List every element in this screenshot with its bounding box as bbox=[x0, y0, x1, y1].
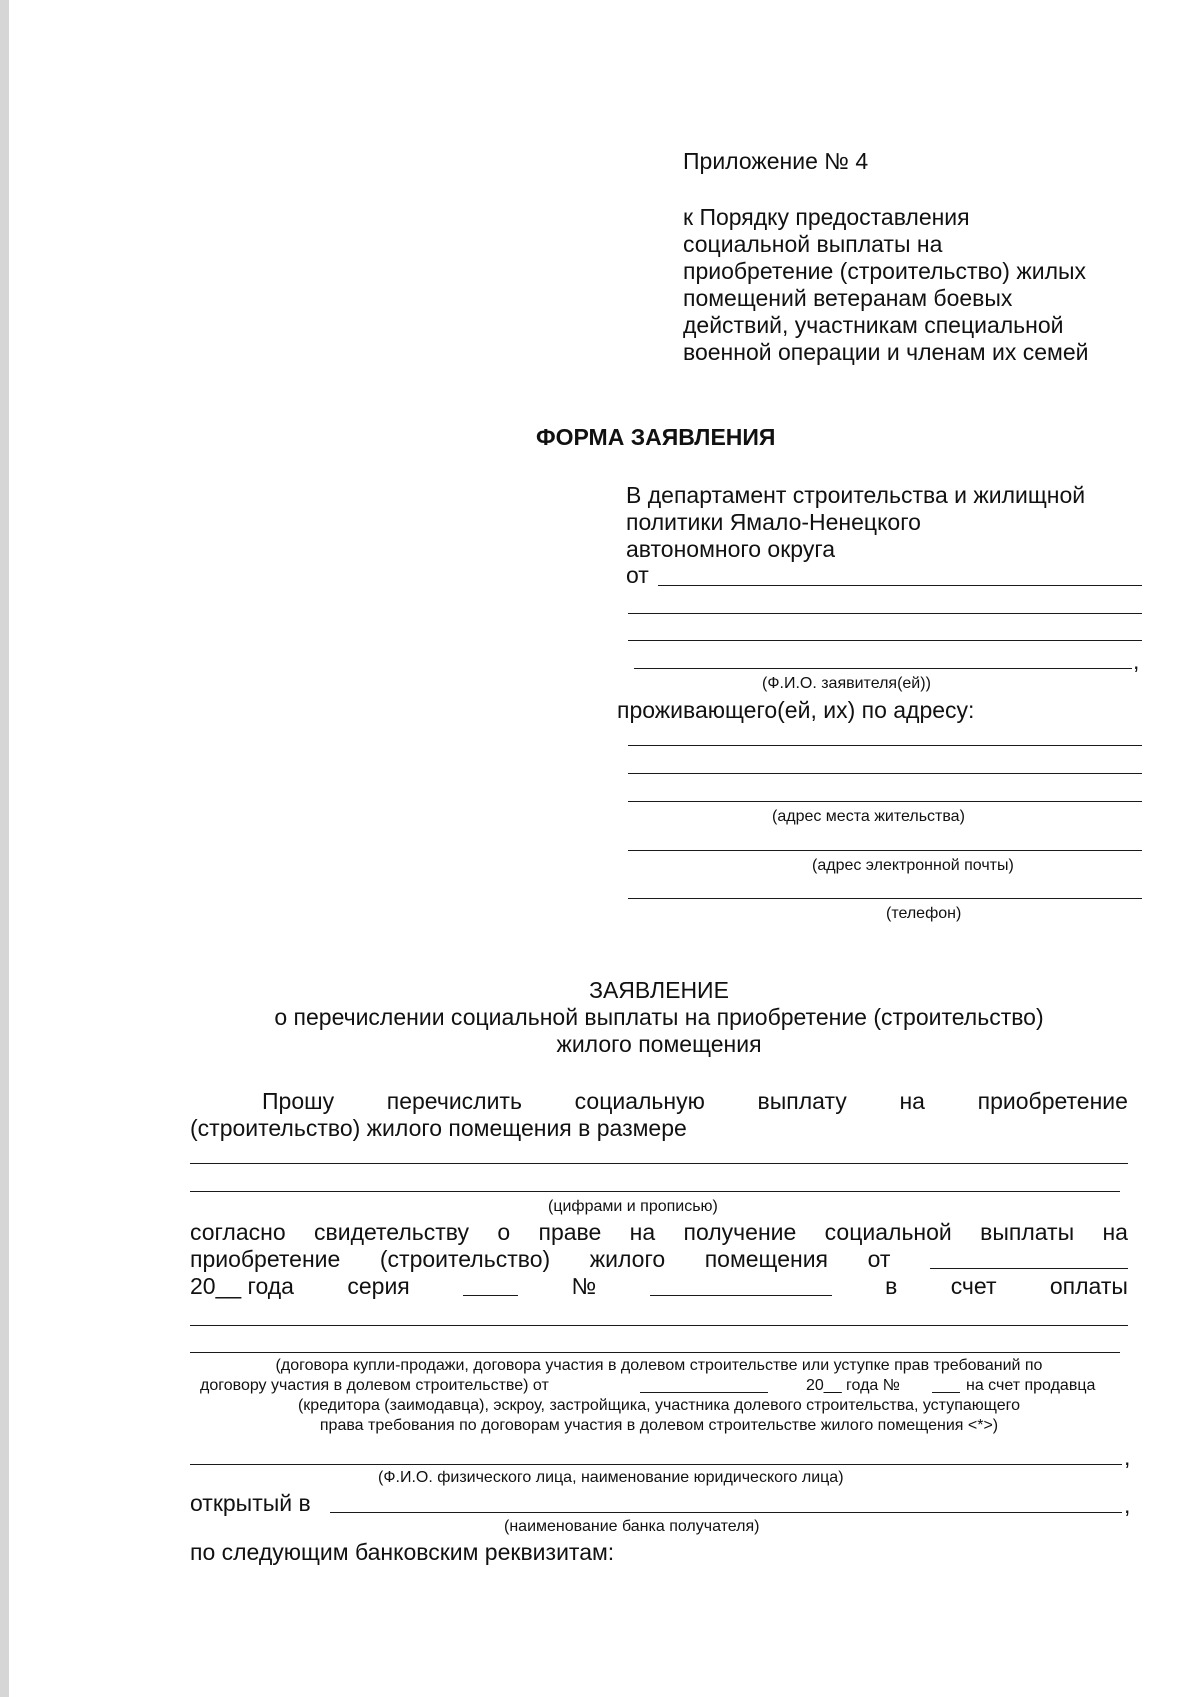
name-caption: (Ф.И.О. заявителя(ей)) bbox=[762, 675, 931, 692]
addressee-line-3: автономного округа bbox=[626, 536, 835, 562]
recipient-comma: , bbox=[1124, 1444, 1131, 1470]
request-word: социальную bbox=[574, 1088, 705, 1114]
contract-caption-2a: договору участия в долевом строительстве) от bbox=[200, 1377, 549, 1394]
certificate-word: на bbox=[629, 1219, 656, 1245]
certificate-word: праве bbox=[538, 1219, 602, 1245]
contract-caption-4: права требования по договорам участия в долевом строительстве жилого помещения <*>) bbox=[319, 1417, 999, 1434]
payment-purpose-line-1[interactable] bbox=[190, 1325, 1128, 1326]
certificate-word: приобретение bbox=[190, 1246, 341, 1272]
certificate-line-3 bbox=[190, 1273, 1128, 1300]
request-word: перечислить bbox=[386, 1088, 522, 1114]
from-label: от bbox=[626, 562, 649, 588]
residing-label: проживающего(ей, их) по адресу: bbox=[617, 697, 975, 723]
address-line-2[interactable] bbox=[628, 773, 1142, 774]
appendix-line-1: к Порядку предоставления bbox=[683, 204, 970, 230]
certificate-number-label: № bbox=[571, 1273, 597, 1299]
request-word: на bbox=[899, 1088, 925, 1114]
certificate-word: выплаты bbox=[980, 1219, 1075, 1245]
into-word: в bbox=[885, 1273, 898, 1299]
request-word: Прошу bbox=[262, 1088, 335, 1114]
appendix-line-4: помещений ветеранам боевых bbox=[683, 285, 1013, 311]
address-line-3[interactable] bbox=[628, 801, 1142, 802]
appendix-number: Приложение № 4 bbox=[683, 148, 869, 174]
applicant-name-line-3[interactable] bbox=[628, 640, 1142, 641]
payment-word: оплаты bbox=[1049, 1273, 1128, 1299]
certificate-line-2 bbox=[190, 1246, 1128, 1273]
address-line-1[interactable] bbox=[628, 745, 1142, 746]
appendix-line-5: действий, участникам специальной bbox=[683, 312, 1064, 338]
form-title: ФОРМА ЗАЯВЛЕНИЯ bbox=[536, 424, 776, 450]
appendix-line-6: военной операции и членам их семей bbox=[683, 339, 1089, 365]
certificate-number-blank[interactable] bbox=[650, 1273, 832, 1296]
certificate-word: от bbox=[867, 1246, 891, 1272]
bank-comma: , bbox=[1124, 1492, 1131, 1518]
applicant-name-line-4[interactable] bbox=[634, 668, 1132, 669]
contract-caption-2b: 20__ года № bbox=[806, 1377, 900, 1394]
phone-line[interactable] bbox=[628, 898, 1142, 899]
bank-caption: (наименование банка получателя) bbox=[504, 1518, 760, 1535]
request-word: выплату bbox=[757, 1088, 847, 1114]
certificate-word: социальной bbox=[824, 1219, 952, 1245]
bank-name-line[interactable] bbox=[330, 1512, 1122, 1513]
payment-purpose-line-2[interactable] bbox=[190, 1352, 1120, 1353]
requisites-label: по следующим банковским реквизитам: bbox=[190, 1539, 615, 1565]
certificate-word: (строительство) bbox=[379, 1246, 551, 1272]
amount-line-2[interactable] bbox=[190, 1191, 1120, 1192]
certificate-series-label: серия bbox=[347, 1273, 410, 1299]
certificate-date-blank[interactable] bbox=[930, 1246, 1128, 1269]
name-comma: , bbox=[1133, 648, 1140, 674]
page-edge bbox=[0, 0, 9, 1697]
contract-number-blank[interactable] bbox=[932, 1392, 960, 1393]
certificate-word: помещения bbox=[704, 1246, 829, 1272]
request-line-2: (строительство) жилого помещения в размере bbox=[190, 1115, 687, 1141]
statement-title: ЗАЯВЛЕНИЕ bbox=[589, 977, 729, 1003]
appendix-line-2: социальной выплаты на bbox=[683, 231, 943, 257]
certificate-word: жилого bbox=[589, 1246, 666, 1272]
address-caption: (адрес места жительства) bbox=[772, 808, 965, 825]
contract-caption-3: (кредитора (заимодавца), эскроу, застройщика, участника долевого строительства, уступающего bbox=[297, 1397, 1021, 1414]
amount-line-1[interactable] bbox=[190, 1163, 1128, 1164]
statement-subtitle-2: жилого помещения bbox=[556, 1031, 762, 1057]
request-line-1 bbox=[262, 1088, 1128, 1115]
account-word: счет bbox=[950, 1273, 997, 1299]
addressee-line-2: политики Ямало-Ненецкого bbox=[626, 509, 921, 535]
appendix-line-3: приобретение (строительство) жилых bbox=[683, 258, 1087, 284]
email-caption: (адрес электронной почты) bbox=[812, 857, 1014, 874]
applicant-name-line-1[interactable] bbox=[658, 585, 1142, 586]
person-caption: (Ф.И.О. физического лица, наименование юридического лица) bbox=[378, 1469, 844, 1486]
certificate-word: получение bbox=[683, 1219, 797, 1245]
certificate-series-blank[interactable] bbox=[463, 1273, 518, 1296]
certificate-word: согласно bbox=[190, 1219, 286, 1245]
certificate-line-1 bbox=[190, 1219, 1128, 1246]
certificate-word: о bbox=[497, 1219, 511, 1245]
statement-subtitle-1: о перечислении социальной выплаты на приобретение (строительство) bbox=[274, 1004, 1044, 1030]
phone-caption: (телефон) bbox=[886, 905, 962, 922]
contract-date-blank[interactable] bbox=[640, 1392, 768, 1393]
contract-caption-2c: на счет продавца bbox=[966, 1377, 1096, 1394]
opened-label: открытый в bbox=[190, 1490, 311, 1516]
certificate-word: свидетельству bbox=[314, 1219, 469, 1245]
amount-caption: (цифрами и прописью) bbox=[548, 1198, 718, 1215]
certificate-year: 20__ года bbox=[190, 1273, 294, 1299]
certificate-word: на bbox=[1102, 1219, 1128, 1245]
applicant-name-line-2[interactable] bbox=[628, 613, 1142, 614]
recipient-name-line[interactable] bbox=[190, 1464, 1122, 1465]
request-word: приобретение bbox=[977, 1088, 1128, 1114]
contract-caption-1: (договора купли-продажи, договора участия в долевом строительстве или уступке прав требований по bbox=[275, 1357, 1043, 1374]
email-line[interactable] bbox=[628, 850, 1142, 851]
addressee-line-1: В департамент строительства и жилищной bbox=[626, 482, 1086, 508]
